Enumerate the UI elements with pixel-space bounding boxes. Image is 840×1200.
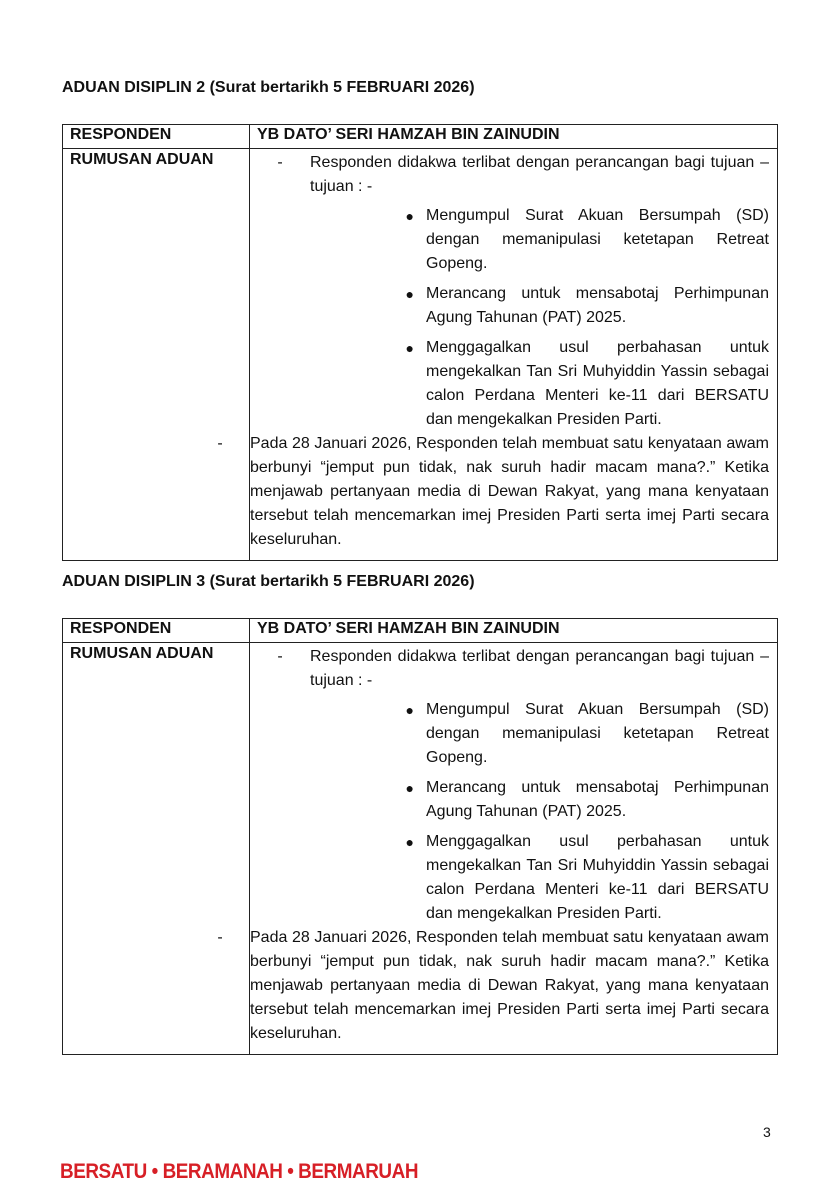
list-item bbox=[190, 926, 769, 1046]
section-heading: ADUAN DISIPLIN 3 (Surat bertarikh 5 FEBRUARI 2026) bbox=[62, 573, 475, 590]
table-row bbox=[63, 643, 778, 1055]
bullet-text: Merancang untuk mensabotaj Perhimpunan Agung Tahunan (PAT) 2025. bbox=[426, 779, 769, 820]
footer-slogan: BERSATU • BERAMANAH • BERMARUAH bbox=[60, 1160, 419, 1183]
bullet-list bbox=[310, 698, 769, 926]
point-text: Responden didakwa terlibat dengan perancangan bagi tujuan – tujuan : - bbox=[310, 154, 769, 195]
dash-marker: - bbox=[217, 435, 223, 452]
list-item bbox=[310, 776, 769, 824]
list-item bbox=[310, 336, 769, 432]
bullet-icon: ● bbox=[405, 286, 414, 302]
list-item bbox=[310, 830, 769, 926]
list-item bbox=[310, 282, 769, 330]
dash-marker: - bbox=[217, 929, 223, 946]
bullet-icon: ● bbox=[405, 780, 414, 796]
bullet-text: Mengumpul Surat Akuan Bersumpah (SD) dengan memanipulasi ketetapan Retreat Gopeng. bbox=[426, 207, 769, 272]
section-heading: ADUAN DISIPLIN 2 (Surat bertarikh 5 FEBRUARI 2026) bbox=[62, 79, 475, 96]
bullet-icon: ● bbox=[405, 208, 414, 224]
bullet-text: Merancang untuk mensabotaj Perhimpunan Agung Tahunan (PAT) 2025. bbox=[426, 285, 769, 326]
list-item bbox=[250, 645, 769, 926]
table-header-row bbox=[63, 619, 778, 643]
dash-marker: - bbox=[277, 648, 283, 665]
list-item bbox=[250, 151, 769, 432]
bullet-text: Menggagalkan usul perbahasan untuk mengekalkan Tan Sri Muhyiddin Yassin sebagai calon Perdana Menteri ke-11 dari BERSATU dan mengekalkan Presiden Parti. bbox=[426, 833, 769, 922]
bullet-icon: ● bbox=[405, 340, 414, 356]
bullet-text: Mengumpul Surat Akuan Bersumpah (SD) dengan memanipulasi ketetapan Retreat Gopeng. bbox=[426, 701, 769, 766]
rumusan-label: RUMUSAN ADUAN bbox=[63, 149, 250, 561]
point-text: Pada 28 Januari 2026, Responden telah membuat satu kenyataan awam berbunyi “jemput pun tidak, nak suruh hadir macam mana?.” Ketika menjawab pertanyaan media di Dewan Rakyat, yang mana kenyataan tersebut telah mencemarkan imej Presiden Parti serta imej Parti secara keseluruhan. bbox=[250, 929, 769, 1042]
responden-label: RESPONDEN bbox=[63, 619, 250, 643]
complaint-table bbox=[62, 124, 778, 561]
point-text: Pada 28 Januari 2026, Responden telah membuat satu kenyataan awam berbunyi “jemput pun tidak, nak suruh hadir macam mana?.” Ketika menjawab pertanyaan media di Dewan Rakyat, yang mana kenyataan tersebut telah mencemarkan imej Presiden Parti serta imej Parti secara keseluruhan. bbox=[250, 435, 769, 548]
responden-label: RESPONDEN bbox=[63, 125, 250, 149]
page-number: 3 bbox=[763, 1124, 771, 1140]
complaint-table bbox=[62, 618, 778, 1055]
rumusan-label: RUMUSAN ADUAN bbox=[63, 643, 250, 1055]
list-item bbox=[310, 204, 769, 276]
table-header-row bbox=[63, 125, 778, 149]
table-row bbox=[63, 149, 778, 561]
list-item bbox=[190, 432, 769, 552]
point-text: Responden didakwa terlibat dengan perancangan bagi tujuan – tujuan : - bbox=[310, 648, 769, 689]
dash-marker: - bbox=[277, 154, 283, 171]
list-item bbox=[310, 698, 769, 770]
bullet-list bbox=[310, 204, 769, 432]
rumusan-content bbox=[217, 643, 778, 1055]
rumusan-content bbox=[217, 149, 778, 561]
bullet-icon: ● bbox=[405, 702, 414, 718]
responden-name: YB DATO’ SERI HAMZAH BIN ZAINUDIN bbox=[250, 619, 778, 643]
bullet-icon: ● bbox=[405, 834, 414, 850]
bullet-text: Menggagalkan usul perbahasan untuk mengekalkan Tan Sri Muhyiddin Yassin sebagai calon Perdana Menteri ke-11 dari BERSATU dan mengekalkan Presiden Parti. bbox=[426, 339, 769, 428]
responden-name: YB DATO’ SERI HAMZAH BIN ZAINUDIN bbox=[250, 125, 778, 149]
